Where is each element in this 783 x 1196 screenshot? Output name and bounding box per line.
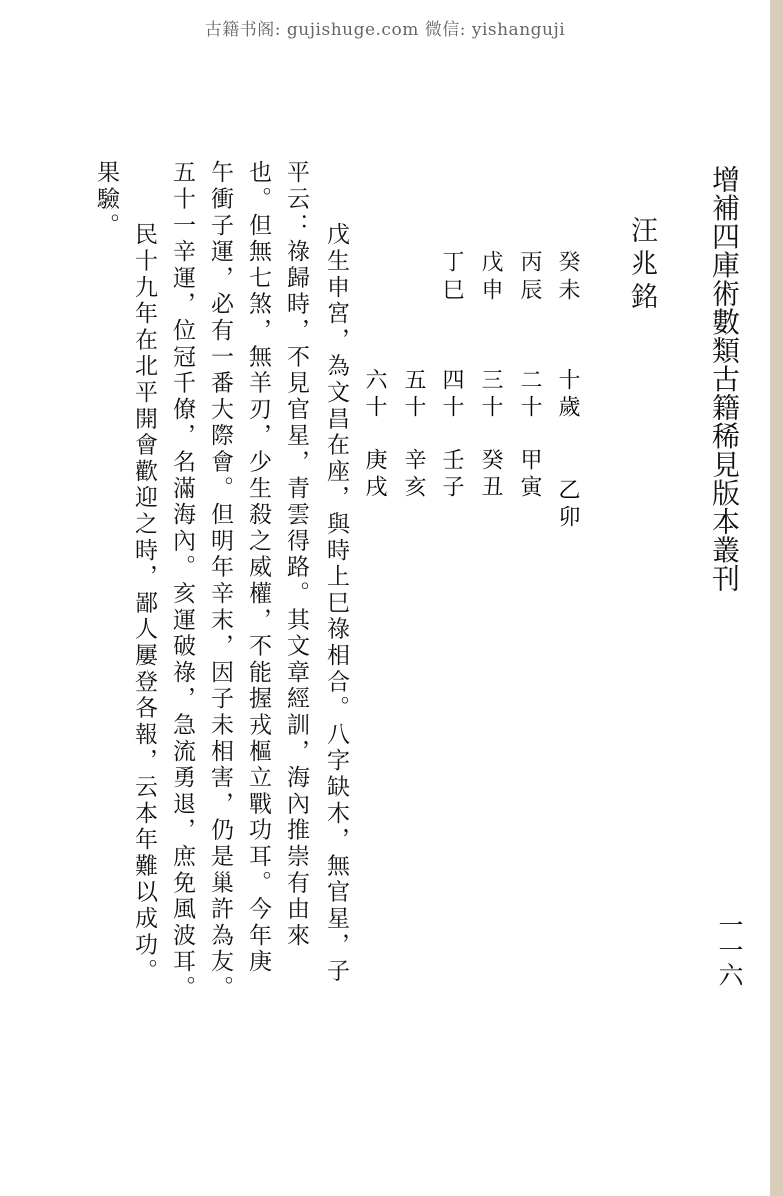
luck-stem: 癸丑 — [478, 448, 503, 502]
subject-name: 汪兆銘 — [626, 216, 657, 315]
text-column: 午衝子運，必有一番大際會。但明年辛末，因子未相害，仍是巢許為友。 — [207, 160, 233, 1002]
pillar-month: 丙辰 — [517, 250, 542, 306]
series-title: 增補四庫術數類古籍稀見版本叢刊 — [708, 165, 741, 593]
text-column: 五十一辛運，位冠千僚，名滿海內。亥運破祿，急流勇退，庶免風波耳。 — [169, 160, 195, 1002]
pillar-day: 戊申 — [478, 250, 503, 306]
page-edge — [770, 0, 783, 1196]
text-column: 民十九年在北平開會歡迎之時，鄙人屢登各報，云本年難以成功。 — [131, 222, 157, 985]
page-number: 一一六 — [715, 912, 744, 987]
luck-stem: 甲寅 — [517, 448, 542, 502]
text-column: 平云：祿歸時，不見官星，青雲得路。其文章經訓，海內推崇有由來 — [283, 160, 309, 949]
luck-age: 六十 — [362, 368, 387, 422]
text-column: 戊生申宮，為文昌在座，與時上巳祿相合。八字缺木，無官星，子 — [323, 222, 349, 985]
luck-age: 二十 — [517, 368, 542, 422]
luck-stem: 辛亥 — [401, 448, 426, 502]
luck-stem: 壬子 — [439, 448, 464, 502]
watermark: 古籍书阁: gujishuge.com 微信: yishanguji — [204, 20, 566, 40]
luck-age: 五十 — [401, 368, 426, 422]
luck-stem: 乙卯 — [555, 478, 580, 532]
pillar-year: 癸未 — [555, 250, 580, 306]
pillar-hour: 丁巳 — [439, 250, 464, 306]
luck-age: 三十 — [478, 368, 503, 422]
luck-age: 十歲 — [555, 368, 580, 422]
text-column: 果驗。 — [93, 160, 119, 239]
text-column: 也。但無七煞，無羊刃，少生殺之威權，不能握戎樞立戰功耳。今年庚 — [245, 160, 271, 976]
luck-age: 四十 — [439, 368, 464, 422]
luck-stem: 庚戌 — [362, 448, 387, 502]
